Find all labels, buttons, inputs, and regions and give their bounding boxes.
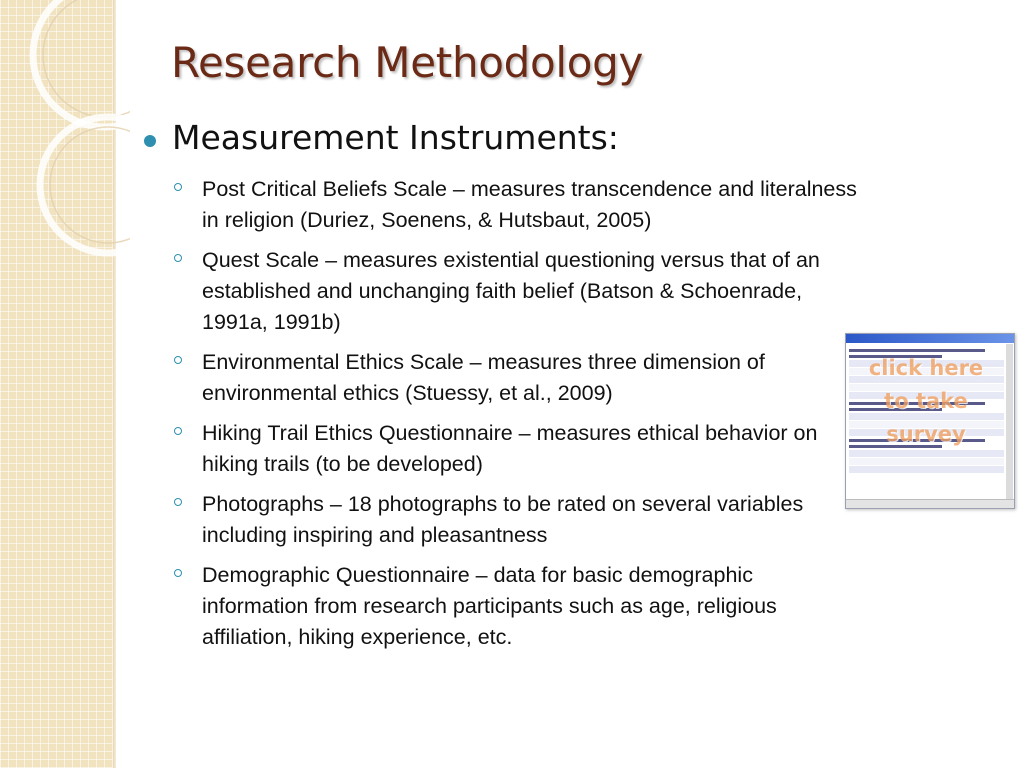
thumbnail-titlebar — [846, 334, 1014, 343]
list-item — [170, 418, 860, 480]
list-item-text: Post Critical Beliefs Scale – measures transcendence and literalness in religion (Duriez, Soenens, & Hutsbaut, 2005) — [202, 177, 857, 232]
list-item — [170, 174, 860, 236]
survey-link-line: click here — [868, 356, 984, 380]
take-survey-link[interactable] — [845, 333, 1015, 509]
slide-title: Research Methodology — [171, 38, 644, 87]
ring-bullet-icon — [174, 427, 182, 435]
list-item — [170, 489, 860, 551]
list-item-text: Hiking Trail Ethics Questionnaire – measures ethical behavior on hiking trails (to be developed) — [202, 421, 818, 476]
list-item-text: Photographs – 18 photographs to be rated on several variables including inspiring and pleasantness — [202, 492, 804, 547]
ring-bullet-icon — [174, 356, 182, 364]
decorative-circles-icon — [0, 0, 130, 300]
survey-link-overlay — [846, 352, 1006, 451]
thumbnail-row — [849, 450, 1004, 457]
thumbnail-statusbar — [846, 499, 1014, 508]
ring-bullet-icon — [174, 254, 182, 262]
list-item-text: Environmental Ethics Scale – measures three dimension of environmental ethics (Stuessy, et al., 2009) — [202, 350, 765, 405]
list-item — [170, 560, 860, 653]
list-item-text: Quest Scale – measures existential questioning versus that of an established and unchanging faith belief (Batson & Schoenrade, 1991a, 1991b) — [202, 248, 820, 334]
ring-bullet-icon — [174, 498, 182, 506]
list-item — [170, 245, 860, 338]
bullet-dot-icon — [144, 135, 156, 147]
thumbnail-row — [849, 458, 1004, 465]
instrument-list — [170, 174, 860, 662]
bullet-heading: Measurement Instruments: — [172, 118, 619, 157]
ring-bullet-icon — [174, 569, 182, 577]
ring-bullet-icon — [174, 183, 182, 191]
survey-link-line: survey — [886, 422, 966, 446]
thumbnail-row — [849, 466, 1004, 473]
list-item — [170, 347, 860, 409]
thumbnail-scrollbar — [1006, 344, 1013, 499]
list-item-text: Demographic Questionnaire – data for basic demographic information from research participants such as age, religious affiliation, hiking experience, etc. — [202, 563, 777, 649]
survey-link-line: to take — [884, 389, 968, 413]
